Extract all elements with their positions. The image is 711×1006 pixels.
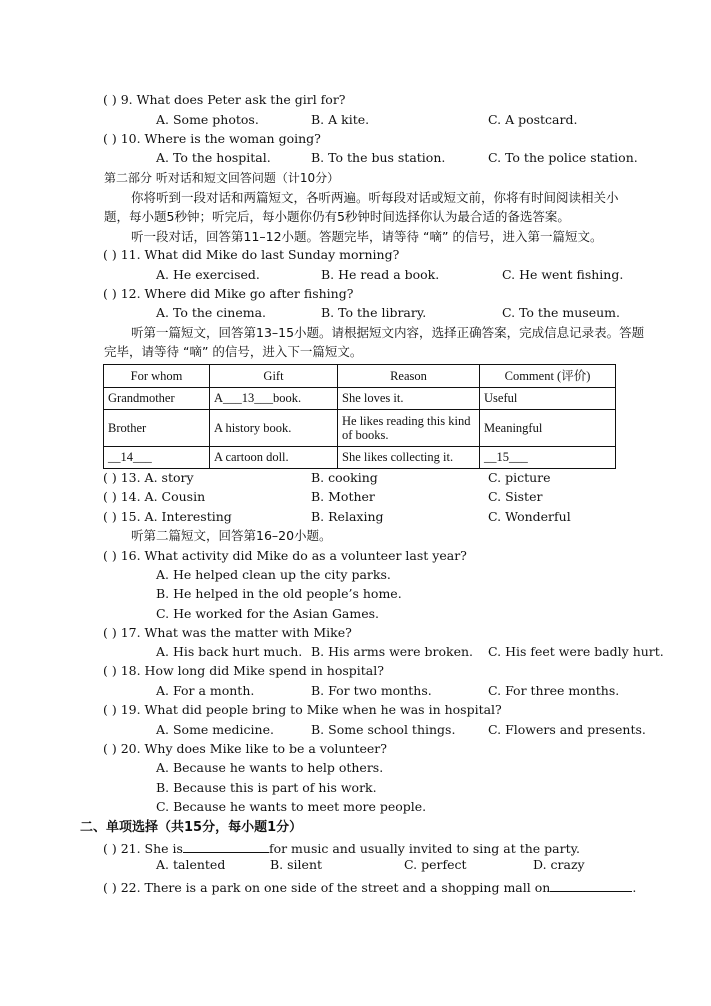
q22-stem-end: . bbox=[632, 880, 637, 895]
q22-stem-start: ( ) 22. There is a park on one side of the street and a shopping mall on bbox=[103, 880, 551, 895]
q21-option-a: A. talented bbox=[156, 857, 226, 872]
q16-option-a: A. He helped clean up the city parks. bbox=[156, 567, 391, 582]
q22-answer-blank bbox=[550, 879, 632, 892]
question-14: ( ) 14. A. Cousin bbox=[103, 489, 206, 504]
q12-option-a: A. To the cinema. bbox=[156, 305, 267, 320]
q21-option-b: B. silent bbox=[270, 857, 323, 872]
q14-option-c: C. Sister bbox=[488, 489, 543, 504]
table-cell: Meaningful bbox=[480, 410, 616, 447]
q21-option-d: D. crazy bbox=[533, 857, 585, 872]
q21-option-c: C. perfect bbox=[404, 857, 467, 872]
q21-stem-start: ( ) 21. She is bbox=[103, 841, 183, 856]
q15-option-b: B. Relaxing bbox=[311, 509, 384, 524]
q20-option-c: C. Because he wants to meet more people. bbox=[156, 799, 427, 814]
dialog-intro: 听一段对话，回答第11–12小题。答题完毕，请等待 “嘀” 的信号，进入第一篇短文。 bbox=[131, 229, 603, 244]
q11-option-c: C. He went fishing. bbox=[502, 267, 624, 282]
q21-stem-end: for music and usually invited to sing at the party. bbox=[268, 841, 581, 856]
info-record-table bbox=[103, 364, 616, 469]
q9-option-b: B. A kite. bbox=[311, 112, 370, 127]
question-21 bbox=[103, 840, 580, 856]
q17-option-a: A. His back hurt much. bbox=[156, 644, 303, 659]
question-11: ( ) 11. What did Mike do last Sunday morning? bbox=[103, 247, 400, 262]
question-18: ( ) 18. How long did Mike spend in hospital? bbox=[103, 663, 384, 678]
q18-option-b: B. For two months. bbox=[311, 683, 432, 698]
table-cell: __14___ bbox=[104, 447, 210, 469]
q9-option-c: C. A postcard. bbox=[488, 112, 578, 127]
q12-option-b: B. To the library. bbox=[321, 305, 427, 320]
q13-option-c: C. picture bbox=[488, 470, 551, 485]
table-cell: __15___ bbox=[480, 447, 616, 469]
question-12: ( ) 12. Where did Mike go after fishing? bbox=[103, 286, 354, 301]
table-cell: She loves it. bbox=[338, 388, 480, 410]
table-cell: She likes collecting it. bbox=[338, 447, 480, 469]
passage1-intro-line1: 听第一篇短文，回答第13–15小题。请根据短文内容，选择正确答案，完成信息记录表。答题 bbox=[131, 325, 645, 340]
part2-title: 第二部分 听对话和短文回答问题（计10分） bbox=[104, 171, 340, 185]
q10-option-b: B. To the bus station. bbox=[311, 150, 446, 165]
q19-option-b: B. Some school things. bbox=[311, 722, 456, 737]
q21-answer-blank bbox=[183, 840, 269, 853]
q9-option-a: A. Some photos. bbox=[156, 112, 259, 127]
table-row bbox=[104, 410, 616, 447]
section2-title: 二、单项选择（共15分，每小题1分） bbox=[80, 820, 303, 835]
table-header-cell: Comment (评价) bbox=[480, 365, 616, 388]
q11-option-b: B. He read a book. bbox=[321, 267, 440, 282]
table-header-cell: Reason bbox=[338, 365, 480, 388]
table-row bbox=[104, 388, 616, 410]
part2-intro-line2: 题，每小题5秒钟；听完后，每小题你仍有5秒钟时间选择你认为最合适的备选答案。 bbox=[104, 209, 570, 224]
q15-option-c: C. Wonderful bbox=[488, 509, 571, 524]
table-cell: A cartoon doll. bbox=[210, 447, 338, 469]
q16-option-c: C. He worked for the Asian Games. bbox=[156, 606, 380, 621]
table-cell: A history book. bbox=[210, 410, 338, 447]
question-13: ( ) 13. A. story bbox=[103, 470, 194, 485]
table-header-row bbox=[104, 365, 616, 388]
q16-option-b: B. He helped in the old people’s home. bbox=[156, 586, 402, 601]
q13-option-b: B. cooking bbox=[311, 470, 378, 485]
table-header-cell: For whom bbox=[104, 365, 210, 388]
q18-option-c: C. For three months. bbox=[488, 683, 620, 698]
q18-option-a: A. For a month. bbox=[156, 683, 255, 698]
q20-option-a: A. Because he wants to help others. bbox=[156, 760, 384, 775]
table-cell: Grandmother bbox=[104, 388, 210, 410]
q10-option-a: A. To the hospital. bbox=[156, 150, 271, 165]
question-16: ( ) 16. What activity did Mike do as a volunteer last year? bbox=[103, 548, 467, 563]
question-9: ( ) 9. What does Peter ask the girl for? bbox=[103, 92, 346, 107]
q17-option-c: C. His feet were badly hurt. bbox=[488, 644, 664, 659]
table-cell: He likes reading this kind of books. bbox=[338, 410, 480, 447]
q19-option-a: A. Some medicine. bbox=[156, 722, 274, 737]
question-15: ( ) 15. A. Interesting bbox=[103, 509, 232, 524]
question-20: ( ) 20. Why does Mike like to be a volunteer? bbox=[103, 741, 387, 756]
passage1-intro-line2: 完毕，请等待 “嘀” 的信号，进入下一篇短文。 bbox=[104, 344, 363, 359]
q17-option-b: B. His arms were broken. bbox=[311, 644, 474, 659]
question-10: ( ) 10. Where is the woman going? bbox=[103, 131, 321, 146]
question-19: ( ) 19. What did people bring to Mike when he was in hospital? bbox=[103, 702, 502, 717]
table-cell: Brother bbox=[104, 410, 210, 447]
table-cell: A___13___book. bbox=[210, 388, 338, 410]
question-22 bbox=[103, 879, 636, 895]
q11-option-a: A. He exercised. bbox=[156, 267, 260, 282]
q19-option-c: C. Flowers and presents. bbox=[488, 722, 646, 737]
table-header-cell: Gift bbox=[210, 365, 338, 388]
q20-option-b: B. Because this is part of his work. bbox=[156, 780, 377, 795]
q14-option-b: B. Mother bbox=[311, 489, 375, 504]
table-row bbox=[104, 447, 616, 469]
passage2-intro: 听第二篇短文，回答第16–20小题。 bbox=[131, 528, 332, 543]
part2-intro-line1: 你将听到一段对话和两篇短文，各听两遍。听每段对话或短文前，你将有时间阅读相关小 bbox=[131, 190, 619, 205]
q12-option-c: C. To the museum. bbox=[502, 305, 620, 320]
table-cell: Useful bbox=[480, 388, 616, 410]
question-17: ( ) 17. What was the matter with Mike? bbox=[103, 625, 352, 640]
q10-option-c: C. To the police station. bbox=[488, 150, 638, 165]
